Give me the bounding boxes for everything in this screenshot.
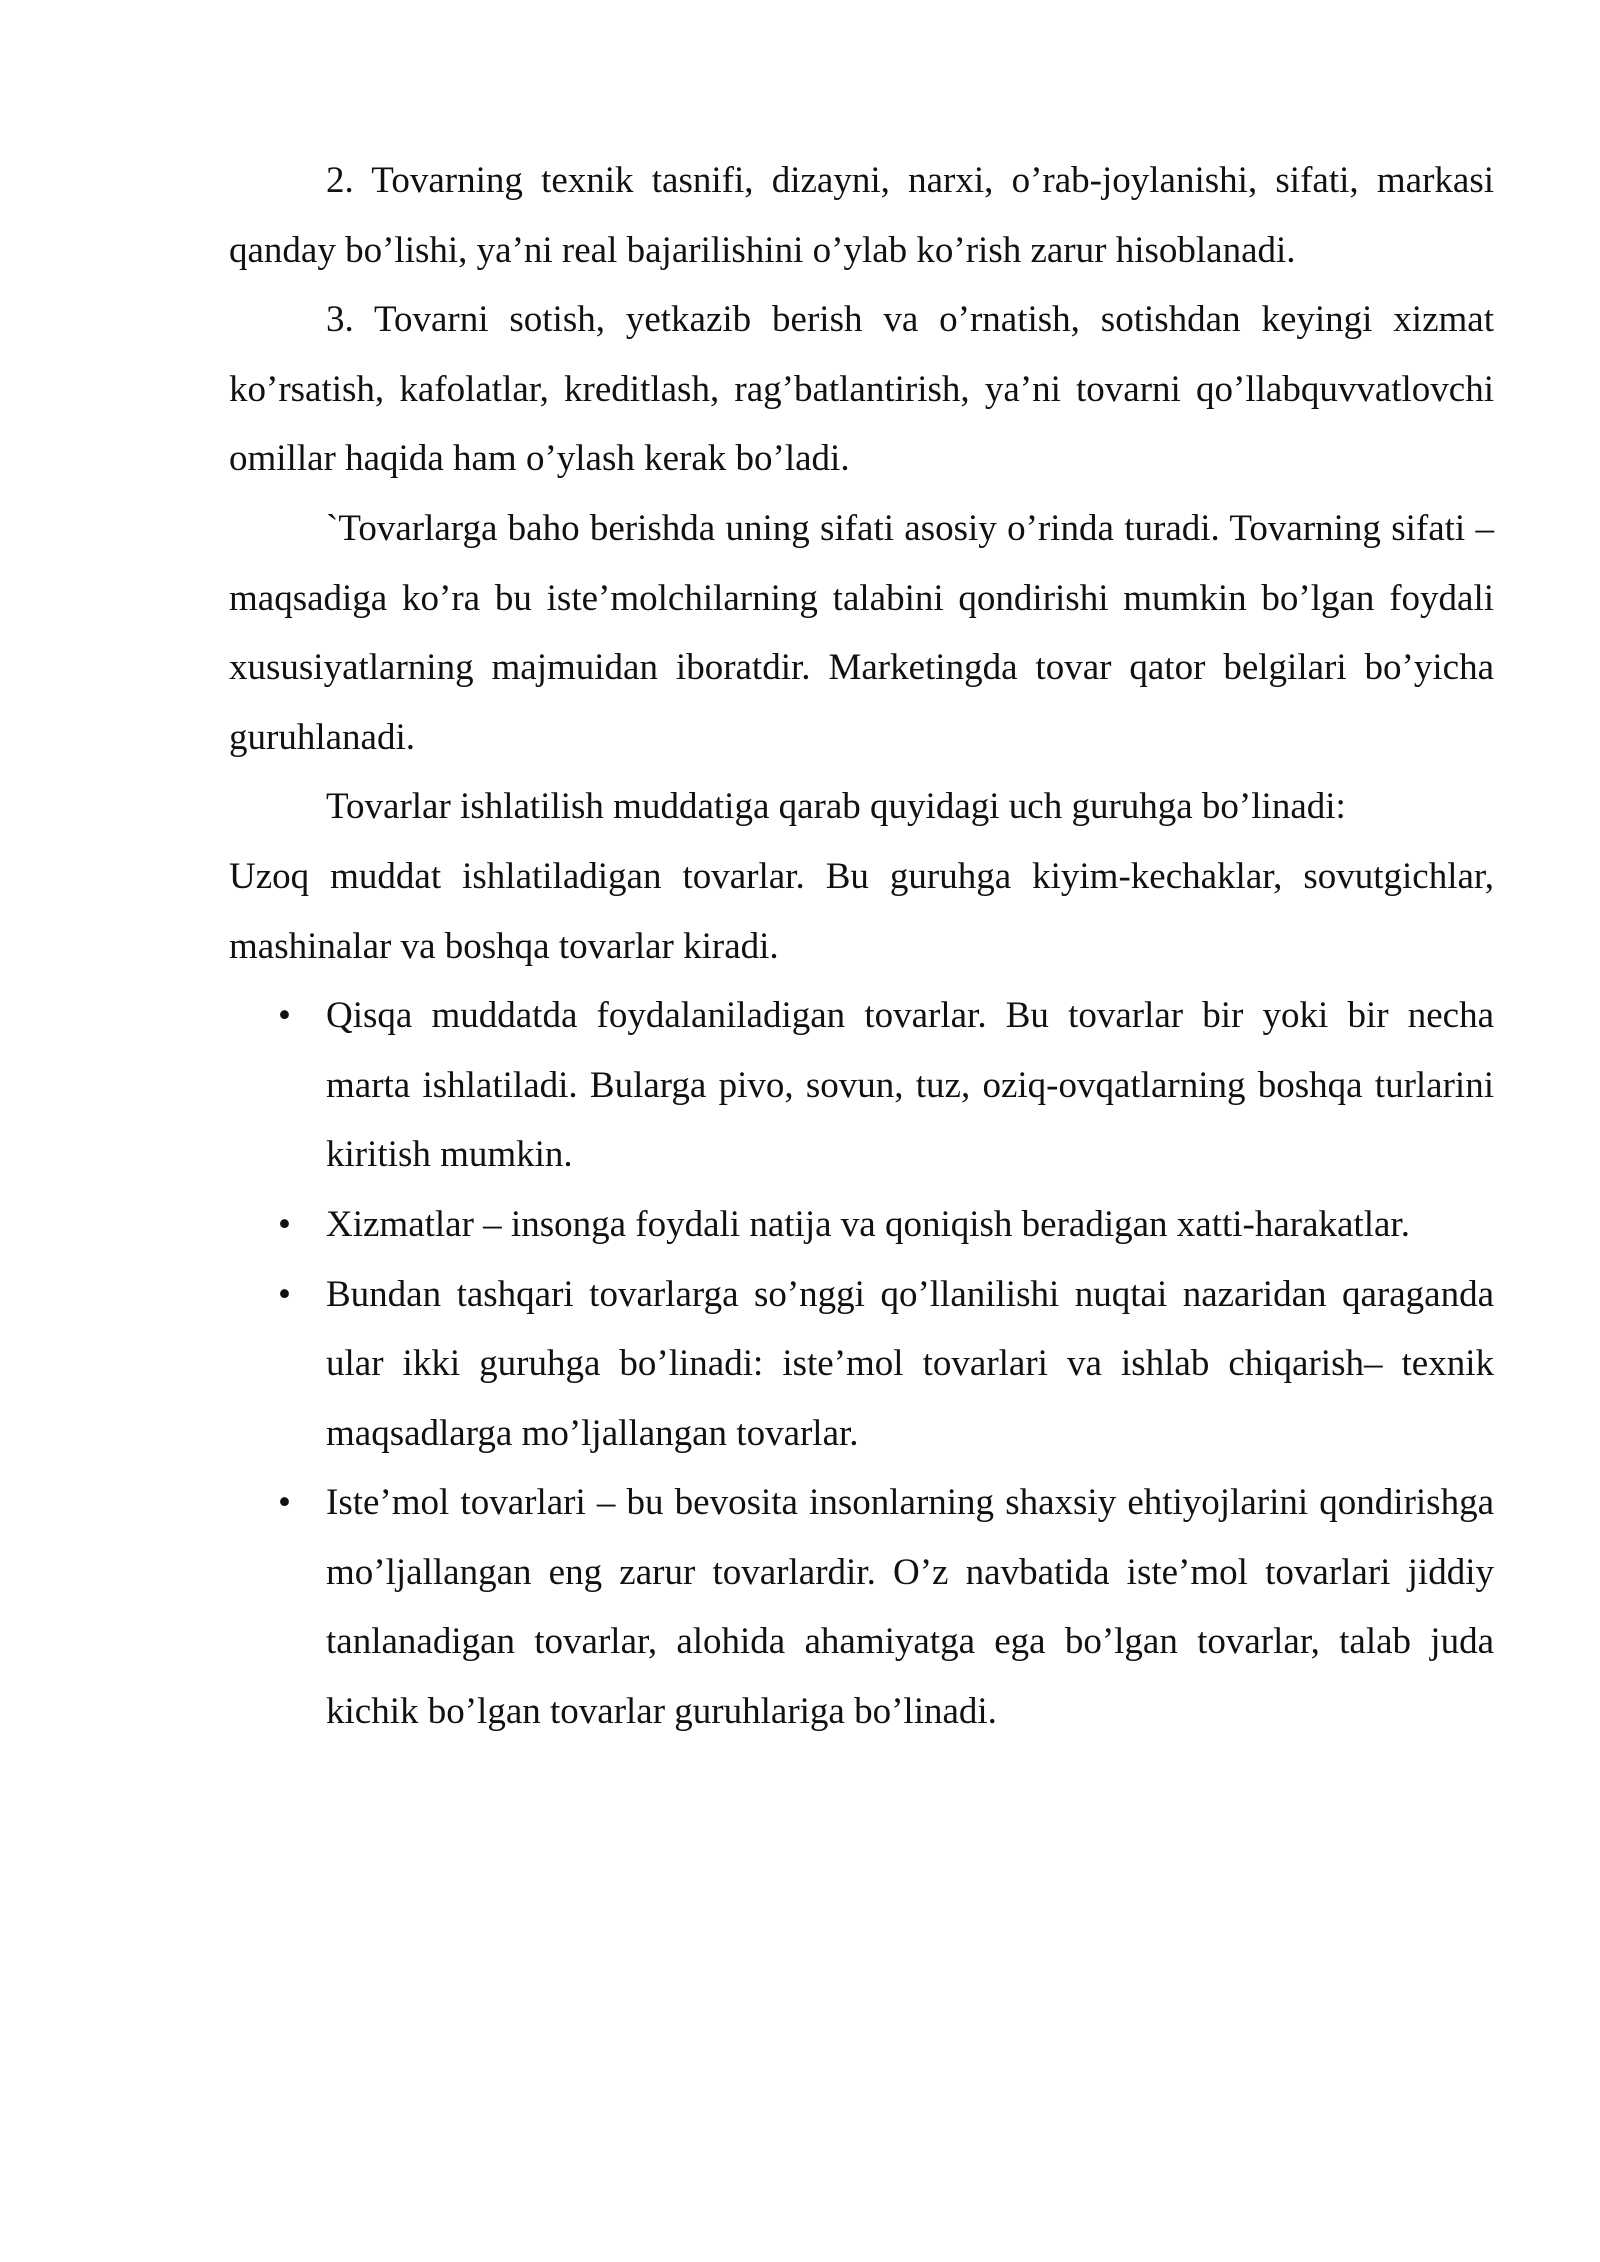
list-item-text: Qisqa muddatda foydalaniladigan tovarlar. Bu tovarlar bir yoki bir necha marta ishlatiladi. Bularga pivo, sovun, tuz, oziq-ovqatlarning boshqa turlarini kiritish mumkin. <box>326 995 1494 1176</box>
list-item <box>229 981 1494 1190</box>
bullet-icon: • <box>278 1482 291 1524</box>
list-item-text: Bundan tashqari tovarlarga so’nggi qo’llanilishi nuqtai nazaridan qaraganda ular ikki guruhga bo’linadi: iste’mol tovarlari va ishlab chiqarish– texnik maqsadlarga mo’ljallangan tovarlar. <box>326 1273 1494 1454</box>
bullet-icon: • <box>278 1273 291 1315</box>
list-item-text: Xizmatlar – insonga foydali natija va qoniqish beradigan xatti-harakatlar. <box>326 1203 1410 1245</box>
paragraph-quality: `Tovarlarga baho berishda uning sifati asosiy o’rinda turadi. Tovarning sifati – maqsadiga ko’ra bu iste’molchilarning talabini qondirishi mumkin bo’lgan foydali xususiyatlarning majmuidan iboratdir. Marketingda tovar qator belgilari bo’yicha guruhlanadi. <box>229 507 1494 758</box>
list-item-text: Iste’mol tovarlari – bu bevosita insonlarning shaxsiy ehtiyojlarini qondirishga mo’ljallangan eng zarur tovarlardir. O’z navbatida iste’mol tovarlari jiddiy tanlanadigan tovarlar, alohida ahamiyatga ega bo’lgan tovarlar, talab juda kichik bo’lgan tovarlar guruhlariga bo’linadi. <box>326 1482 1494 1733</box>
list-item <box>229 1260 1494 1469</box>
list-item <box>229 1190 1494 1260</box>
paragraph-item-2: 2. Tovarning texnik tasnifi, dizayni, narxi, o’rab-joylanishi, sifati, markasi qanday bo’lishi, ya’ni real bajarilishini o’ylab ko’rish zarur hisoblanadi. <box>229 160 1494 271</box>
document-body <box>229 146 1494 1747</box>
bullet-icon: • <box>278 1203 291 1245</box>
list-item <box>229 1468 1494 1746</box>
bullet-icon: • <box>278 995 291 1037</box>
paragraph-item-3: 3. Tovarni sotish, yetkazib berish va o’rnatish, sotishdan keyingi xizmat ko’rsatish, kafolatlar, kreditlash, rag’batlantirish, ya’ni tovarni qo’llabquvvatlovchi omillar haqida ham o’ylash kerak bo’ladi. <box>229 299 1494 480</box>
bullet-list <box>229 981 1494 1747</box>
paragraph-long-term-goods: Uzoq muddat ishlatiladigan tovarlar. Bu guruhga kiyim-kechaklar, sovutgichlar, mashinalar va boshqa tovarlar kiradi. <box>229 855 1494 967</box>
paragraph-usage-groups-intro: Tovarlar ishlatilish muddatiga qarab quyidagi uch guruhga bo’linadi: <box>326 786 1346 828</box>
